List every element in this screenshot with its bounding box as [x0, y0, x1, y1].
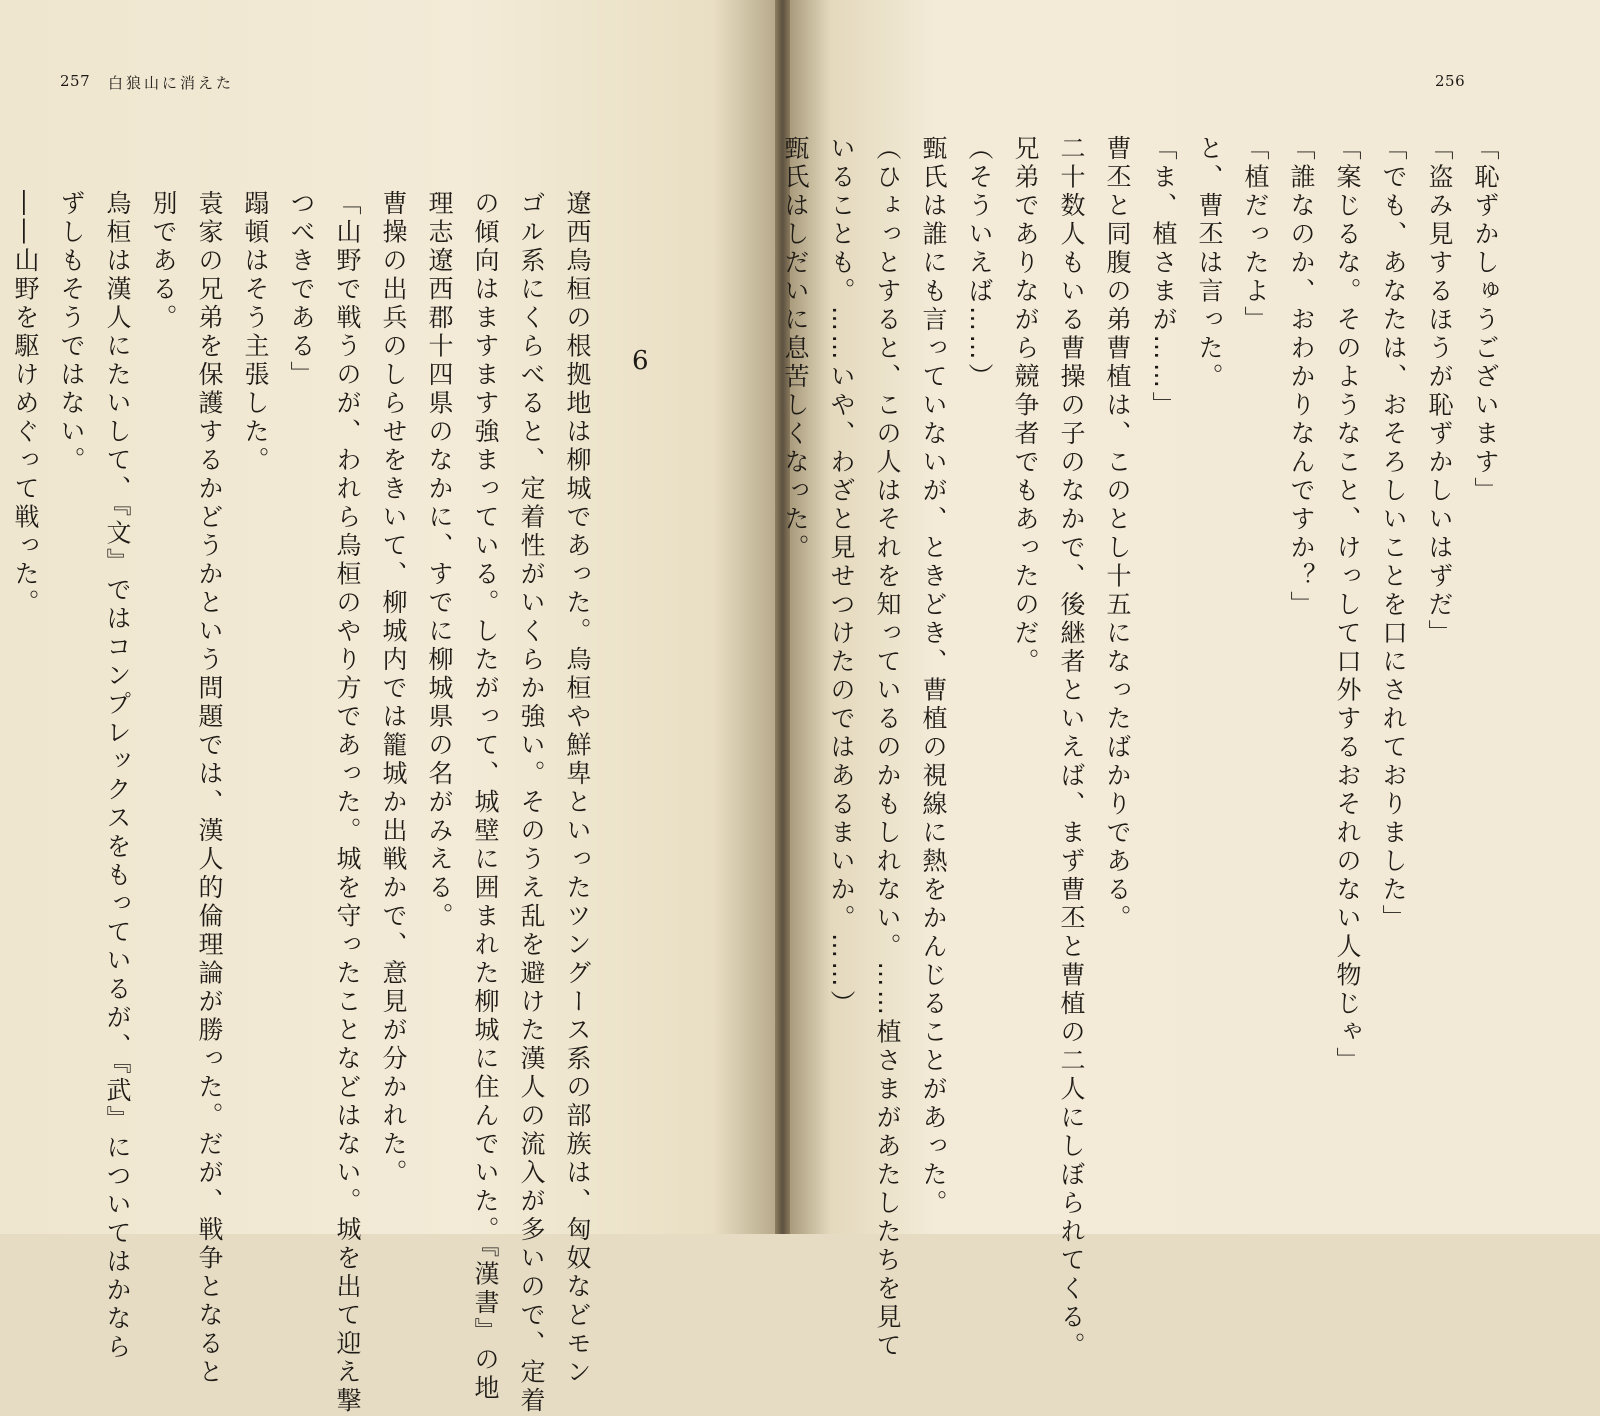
left-page-number: 257 — [60, 72, 91, 90]
text-line: 甄氏は誰にも言っていないが、ときどき、曹植の視線に熱をかんじることがあった。 — [919, 135, 948, 1218]
left-page-body-text — [0, 190, 600, 1416]
text-line: つべきである」 — [287, 190, 316, 390]
text-line: （そういえば……） — [965, 135, 994, 392]
text-line: の傾向はますます強まっている。したがって、城壁に囲まれた柳城に住んでいた。『漢書』の地 — [471, 190, 500, 1403]
text-line: ――山野を駆けめぐって戦った。 — [11, 190, 40, 618]
text-line: 兄弟でありながら競争者でもあったのだ。 — [1011, 135, 1040, 677]
text-line: 「盗み見するほうが恥ずかしいはずだ」 — [1425, 135, 1454, 648]
text-line: 「恥ずかしゅうございます」 — [1471, 135, 1500, 506]
right-page-number: 256 — [1435, 72, 1466, 90]
text-line: 蹋頓はそう主張した。 — [241, 190, 270, 475]
text-line: と、曹丕は言った。 — [1195, 135, 1224, 392]
text-line: 「案じるな。そのようなこと、けっして口外するおそれのない人物じゃ」 — [1333, 135, 1362, 1076]
text-line: 甄氏はしだいに息苦しくなった。 — [781, 135, 810, 563]
section-number: 6 — [632, 346, 649, 376]
text-line: 「ま、植さまが……」 — [1149, 135, 1178, 420]
text-line: 理志遼西郡十四県のなかに、すでに柳城県の名がみえる。 — [425, 190, 454, 931]
text-line: 「山野で戦うのが、われら烏桓のやり方であった。城を守ったことなどはない。城を出て迎え撃 — [333, 190, 362, 1416]
text-line: 「でも、あなたは、おそろしいことを口にされておりました」 — [1379, 135, 1408, 933]
text-line: （ひょっとすると、この人はそれを知っているのかもしれない。……植さまがあたしたちを見て — [873, 135, 902, 1361]
left-page — [0, 0, 775, 1416]
text-line — [0, 190, 2, 1170]
text-line: ずしもそうではない。 — [57, 190, 86, 475]
text-line: 「植だったよ」 — [1241, 135, 1270, 335]
text-line: 別である。 — [149, 190, 178, 333]
right-page-body-text — [772, 135, 1508, 1361]
running-head-title: 白狼山に消えた — [108, 74, 235, 92]
text-line: 遼西烏桓の根拠地は柳城であった。烏桓や鮮卑といったツングース系の部族は、匈奴などモン — [563, 190, 592, 1387]
text-line: 曹操の出兵のしらせをきいて、柳城内では籠城か出戦かで、意見が分かれた。 — [379, 190, 408, 1188]
text-line: 曹丕と同腹の弟曹植は、このとし十五になったばかりである。 — [1103, 135, 1132, 933]
text-line: いることも。……いや、わざと見せつけたのではあるまいか。……） — [827, 135, 856, 1019]
right-page — [781, 0, 1600, 1361]
text-line: 二十数人もいる曹操の子のなかで、後継者といえば、まず曹丕と曹植の二人にしぼられてくる。 — [1057, 135, 1086, 1361]
text-line: ゴル系にくらべると、定着性がいくらか強い。そのうえ乱を避けた漢人の流入が多いので、定着 — [517, 190, 546, 1416]
text-line: 袁家の兄弟を保護するかどうかという問題では、漢人的倫理論が勝った。だが、戦争となると — [195, 190, 224, 1387]
text-line: 烏桓は漢人にたいして、『文』ではコンプレックスをもっているが、『武』についてはかなら — [103, 190, 132, 1362]
text-line: 「誰なのか、おわかりなんですか？」 — [1287, 135, 1316, 620]
